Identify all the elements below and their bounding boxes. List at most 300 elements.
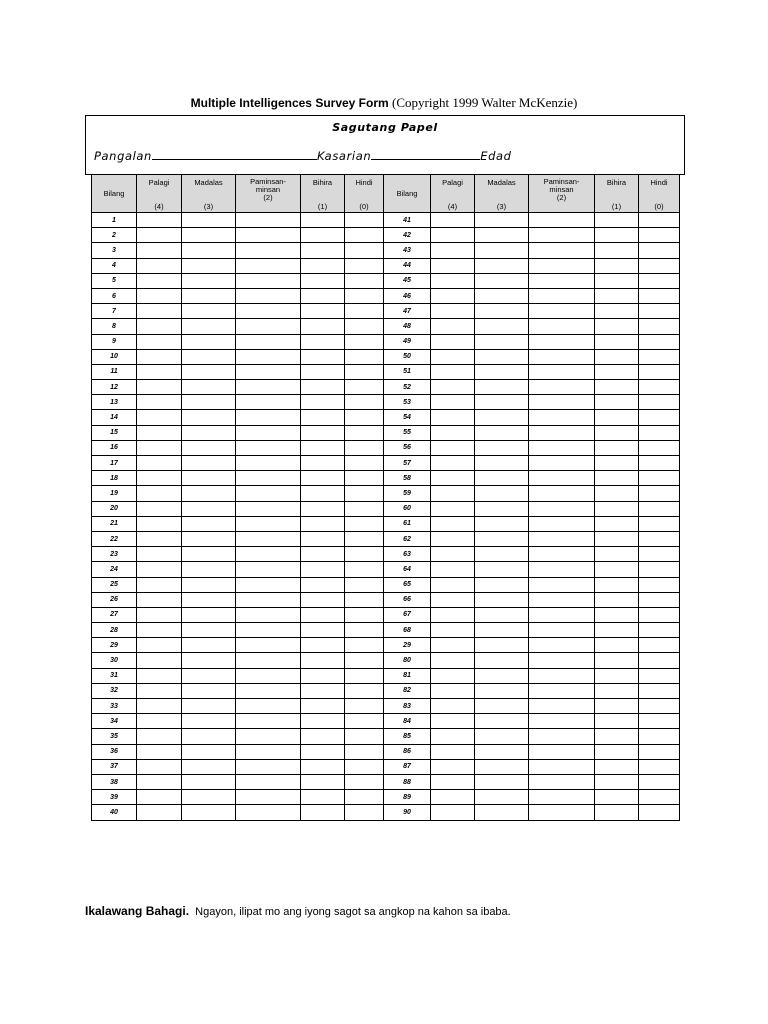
answer-cell[interactable]: [475, 562, 529, 577]
answer-cell[interactable]: [475, 410, 529, 425]
answer-cell[interactable]: [431, 410, 475, 425]
answer-cell[interactable]: [182, 562, 236, 577]
answer-cell[interactable]: [431, 349, 475, 364]
answer-cell[interactable]: [345, 790, 384, 805]
answer-cell[interactable]: [595, 668, 639, 683]
answer-cell[interactable]: [431, 516, 475, 531]
answer-cell[interactable]: [137, 638, 182, 653]
answer-cell[interactable]: [475, 547, 529, 562]
answer-cell[interactable]: [236, 486, 301, 501]
answer-cell[interactable]: [345, 213, 384, 228]
answer-cell[interactable]: [182, 729, 236, 744]
answer-cell[interactable]: [301, 380, 345, 395]
answer-cell[interactable]: [595, 395, 639, 410]
answer-cell[interactable]: [345, 334, 384, 349]
answer-cell[interactable]: [475, 759, 529, 774]
answer-cell[interactable]: [236, 623, 301, 638]
answer-cell[interactable]: [137, 729, 182, 744]
answer-cell[interactable]: [529, 213, 595, 228]
answer-cell[interactable]: [137, 486, 182, 501]
answer-cell[interactable]: [529, 380, 595, 395]
answer-cell[interactable]: [595, 410, 639, 425]
answer-cell[interactable]: [475, 699, 529, 714]
answer-cell[interactable]: [475, 744, 529, 759]
answer-cell[interactable]: [137, 805, 182, 820]
answer-cell[interactable]: [639, 562, 680, 577]
answer-cell[interactable]: [137, 304, 182, 319]
answer-cell[interactable]: [182, 699, 236, 714]
answer-cell[interactable]: [431, 319, 475, 334]
answer-cell[interactable]: [431, 607, 475, 622]
answer-cell[interactable]: [182, 790, 236, 805]
answer-cell[interactable]: [236, 501, 301, 516]
answer-cell[interactable]: [431, 653, 475, 668]
answer-cell[interactable]: [137, 258, 182, 273]
answer-cell[interactable]: [529, 668, 595, 683]
answer-cell[interactable]: [475, 653, 529, 668]
answer-cell[interactable]: [639, 638, 680, 653]
answer-cell[interactable]: [595, 364, 639, 379]
answer-cell[interactable]: [529, 319, 595, 334]
answer-cell[interactable]: [475, 531, 529, 546]
answer-cell[interactable]: [529, 304, 595, 319]
answer-cell[interactable]: [236, 425, 301, 440]
answer-cell[interactable]: [301, 486, 345, 501]
answer-cell[interactable]: [345, 395, 384, 410]
answer-cell[interactable]: [431, 744, 475, 759]
answer-cell[interactable]: [301, 653, 345, 668]
answer-cell[interactable]: [475, 395, 529, 410]
answer-cell[interactable]: [431, 486, 475, 501]
answer-cell[interactable]: [301, 607, 345, 622]
answer-cell[interactable]: [137, 683, 182, 698]
answer-cell[interactable]: [236, 744, 301, 759]
answer-cell[interactable]: [529, 805, 595, 820]
answer-cell[interactable]: [182, 273, 236, 288]
answer-cell[interactable]: [431, 547, 475, 562]
answer-cell[interactable]: [182, 456, 236, 471]
answer-cell[interactable]: [182, 228, 236, 243]
answer-cell[interactable]: [236, 288, 301, 303]
answer-cell[interactable]: [529, 577, 595, 592]
answer-cell[interactable]: [529, 273, 595, 288]
answer-cell[interactable]: [301, 288, 345, 303]
answer-cell[interactable]: [301, 668, 345, 683]
answer-cell[interactable]: [431, 380, 475, 395]
answer-cell[interactable]: [595, 774, 639, 789]
answer-cell[interactable]: [301, 334, 345, 349]
answer-cell[interactable]: [236, 547, 301, 562]
answer-cell[interactable]: [345, 607, 384, 622]
answer-cell[interactable]: [236, 577, 301, 592]
answer-cell[interactable]: [182, 683, 236, 698]
answer-cell[interactable]: [345, 623, 384, 638]
answer-cell[interactable]: [529, 592, 595, 607]
answer-cell[interactable]: [431, 440, 475, 455]
answer-cell[interactable]: [345, 531, 384, 546]
answer-cell[interactable]: [236, 440, 301, 455]
answer-cell[interactable]: [345, 486, 384, 501]
answer-cell[interactable]: [345, 425, 384, 440]
answer-cell[interactable]: [639, 213, 680, 228]
answer-cell[interactable]: [236, 395, 301, 410]
answer-cell[interactable]: [475, 334, 529, 349]
answer-cell[interactable]: [182, 714, 236, 729]
answer-cell[interactable]: [301, 364, 345, 379]
answer-cell[interactable]: [475, 607, 529, 622]
answer-cell[interactable]: [236, 638, 301, 653]
answer-cell[interactable]: [431, 395, 475, 410]
answer-cell[interactable]: [475, 380, 529, 395]
answer-cell[interactable]: [182, 334, 236, 349]
answer-cell[interactable]: [431, 471, 475, 486]
answer-cell[interactable]: [595, 516, 639, 531]
answer-cell[interactable]: [639, 258, 680, 273]
answer-cell[interactable]: [431, 213, 475, 228]
answer-cell[interactable]: [529, 456, 595, 471]
answer-cell[interactable]: [529, 562, 595, 577]
answer-cell[interactable]: [137, 516, 182, 531]
answer-cell[interactable]: [301, 623, 345, 638]
answer-cell[interactable]: [137, 592, 182, 607]
answer-cell[interactable]: [431, 714, 475, 729]
answer-cell[interactable]: [639, 729, 680, 744]
answer-cell[interactable]: [639, 623, 680, 638]
answer-cell[interactable]: [345, 774, 384, 789]
answer-cell[interactable]: [236, 774, 301, 789]
answer-cell[interactable]: [137, 364, 182, 379]
answer-cell[interactable]: [475, 288, 529, 303]
answer-cell[interactable]: [475, 273, 529, 288]
answer-cell[interactable]: [236, 304, 301, 319]
gender-field[interactable]: [371, 148, 480, 160]
answer-cell[interactable]: [182, 364, 236, 379]
answer-cell[interactable]: [529, 440, 595, 455]
answer-cell[interactable]: [431, 273, 475, 288]
answer-cell[interactable]: [345, 243, 384, 258]
answer-cell[interactable]: [236, 410, 301, 425]
answer-cell[interactable]: [236, 349, 301, 364]
answer-cell[interactable]: [431, 258, 475, 273]
answer-cell[interactable]: [431, 623, 475, 638]
answer-cell[interactable]: [345, 456, 384, 471]
answer-cell[interactable]: [182, 380, 236, 395]
answer-cell[interactable]: [137, 531, 182, 546]
answer-cell[interactable]: [529, 395, 595, 410]
answer-cell[interactable]: [137, 699, 182, 714]
answer-cell[interactable]: [431, 683, 475, 698]
answer-cell[interactable]: [137, 607, 182, 622]
answer-cell[interactable]: [595, 425, 639, 440]
answer-cell[interactable]: [475, 471, 529, 486]
answer-cell[interactable]: [182, 774, 236, 789]
answer-cell[interactable]: [431, 699, 475, 714]
answer-cell[interactable]: [529, 334, 595, 349]
answer-cell[interactable]: [345, 273, 384, 288]
answer-cell[interactable]: [595, 744, 639, 759]
answer-cell[interactable]: [529, 486, 595, 501]
answer-cell[interactable]: [236, 258, 301, 273]
answer-cell[interactable]: [182, 395, 236, 410]
answer-cell[interactable]: [236, 592, 301, 607]
answer-cell[interactable]: [137, 668, 182, 683]
answer-cell[interactable]: [639, 531, 680, 546]
answer-cell[interactable]: [345, 653, 384, 668]
answer-cell[interactable]: [475, 456, 529, 471]
answer-cell[interactable]: [475, 683, 529, 698]
answer-cell[interactable]: [182, 759, 236, 774]
answer-cell[interactable]: [475, 790, 529, 805]
answer-cell[interactable]: [431, 805, 475, 820]
answer-cell[interactable]: [301, 228, 345, 243]
answer-cell[interactable]: [431, 304, 475, 319]
answer-cell[interactable]: [137, 714, 182, 729]
answer-cell[interactable]: [301, 531, 345, 546]
answer-cell[interactable]: [182, 638, 236, 653]
answer-cell[interactable]: [529, 653, 595, 668]
answer-cell[interactable]: [236, 699, 301, 714]
answer-cell[interactable]: [345, 699, 384, 714]
answer-cell[interactable]: [431, 774, 475, 789]
answer-cell[interactable]: [345, 288, 384, 303]
answer-cell[interactable]: [182, 258, 236, 273]
answer-cell[interactable]: [236, 273, 301, 288]
answer-cell[interactable]: [475, 304, 529, 319]
answer-cell[interactable]: [137, 273, 182, 288]
answer-cell[interactable]: [137, 334, 182, 349]
answer-cell[interactable]: [345, 668, 384, 683]
answer-cell[interactable]: [236, 683, 301, 698]
answer-cell[interactable]: [236, 334, 301, 349]
answer-cell[interactable]: [301, 699, 345, 714]
answer-cell[interactable]: [236, 364, 301, 379]
answer-cell[interactable]: [301, 319, 345, 334]
answer-cell[interactable]: [345, 592, 384, 607]
answer-cell[interactable]: [639, 607, 680, 622]
answer-cell[interactable]: [182, 623, 236, 638]
answer-cell[interactable]: [236, 805, 301, 820]
answer-cell[interactable]: [639, 243, 680, 258]
answer-cell[interactable]: [639, 744, 680, 759]
answer-cell[interactable]: [639, 668, 680, 683]
answer-cell[interactable]: [301, 304, 345, 319]
answer-cell[interactable]: [345, 471, 384, 486]
answer-cell[interactable]: [529, 683, 595, 698]
answer-cell[interactable]: [431, 425, 475, 440]
answer-cell[interactable]: [236, 380, 301, 395]
answer-cell[interactable]: [431, 562, 475, 577]
answer-cell[interactable]: [639, 699, 680, 714]
answer-cell[interactable]: [529, 288, 595, 303]
answer-cell[interactable]: [236, 243, 301, 258]
answer-cell[interactable]: [182, 440, 236, 455]
answer-cell[interactable]: [182, 744, 236, 759]
answer-cell[interactable]: [639, 577, 680, 592]
answer-cell[interactable]: [595, 759, 639, 774]
answer-cell[interactable]: [137, 228, 182, 243]
answer-cell[interactable]: [345, 805, 384, 820]
answer-cell[interactable]: [301, 729, 345, 744]
answer-cell[interactable]: [345, 638, 384, 653]
answer-cell[interactable]: [475, 501, 529, 516]
answer-cell[interactable]: [301, 349, 345, 364]
answer-cell[interactable]: [639, 425, 680, 440]
answer-cell[interactable]: [431, 456, 475, 471]
answer-cell[interactable]: [345, 410, 384, 425]
answer-cell[interactable]: [182, 516, 236, 531]
answer-cell[interactable]: [345, 759, 384, 774]
answer-cell[interactable]: [595, 456, 639, 471]
answer-cell[interactable]: [345, 729, 384, 744]
answer-cell[interactable]: [639, 456, 680, 471]
answer-cell[interactable]: [301, 744, 345, 759]
answer-cell[interactable]: [182, 213, 236, 228]
answer-cell[interactable]: [595, 213, 639, 228]
answer-cell[interactable]: [595, 683, 639, 698]
answer-cell[interactable]: [595, 592, 639, 607]
answer-cell[interactable]: [301, 714, 345, 729]
answer-cell[interactable]: [529, 607, 595, 622]
answer-cell[interactable]: [639, 228, 680, 243]
answer-cell[interactable]: [137, 577, 182, 592]
answer-cell[interactable]: [431, 243, 475, 258]
answer-cell[interactable]: [475, 364, 529, 379]
answer-cell[interactable]: [529, 729, 595, 744]
answer-cell[interactable]: [182, 288, 236, 303]
answer-cell[interactable]: [236, 668, 301, 683]
answer-cell[interactable]: [345, 349, 384, 364]
answer-cell[interactable]: [431, 668, 475, 683]
answer-cell[interactable]: [529, 349, 595, 364]
answer-cell[interactable]: [345, 228, 384, 243]
answer-cell[interactable]: [639, 805, 680, 820]
answer-cell[interactable]: [639, 273, 680, 288]
answer-cell[interactable]: [475, 805, 529, 820]
answer-cell[interactable]: [301, 638, 345, 653]
answer-cell[interactable]: [595, 349, 639, 364]
answer-cell[interactable]: [137, 562, 182, 577]
answer-cell[interactable]: [182, 805, 236, 820]
answer-cell[interactable]: [475, 440, 529, 455]
answer-cell[interactable]: [639, 683, 680, 698]
answer-cell[interactable]: [345, 562, 384, 577]
answer-cell[interactable]: [639, 547, 680, 562]
answer-cell[interactable]: [182, 471, 236, 486]
answer-cell[interactable]: [475, 516, 529, 531]
answer-cell[interactable]: [595, 607, 639, 622]
answer-cell[interactable]: [345, 547, 384, 562]
answer-cell[interactable]: [345, 304, 384, 319]
answer-cell[interactable]: [137, 425, 182, 440]
answer-cell[interactable]: [236, 516, 301, 531]
answer-cell[interactable]: [431, 759, 475, 774]
answer-cell[interactable]: [301, 562, 345, 577]
answer-cell[interactable]: [301, 410, 345, 425]
answer-cell[interactable]: [639, 380, 680, 395]
answer-cell[interactable]: [182, 547, 236, 562]
answer-cell[interactable]: [236, 471, 301, 486]
answer-cell[interactable]: [595, 577, 639, 592]
answer-cell[interactable]: [431, 501, 475, 516]
answer-cell[interactable]: [529, 410, 595, 425]
answer-cell[interactable]: [236, 319, 301, 334]
answer-cell[interactable]: [431, 577, 475, 592]
answer-cell[interactable]: [595, 440, 639, 455]
answer-cell[interactable]: [595, 288, 639, 303]
answer-cell[interactable]: [475, 729, 529, 744]
answer-cell[interactable]: [639, 653, 680, 668]
answer-cell[interactable]: [301, 213, 345, 228]
answer-cell[interactable]: [431, 592, 475, 607]
answer-cell[interactable]: [639, 471, 680, 486]
answer-cell[interactable]: [639, 334, 680, 349]
answer-cell[interactable]: [301, 425, 345, 440]
answer-cell[interactable]: [137, 349, 182, 364]
answer-cell[interactable]: [595, 562, 639, 577]
answer-cell[interactable]: [236, 456, 301, 471]
answer-cell[interactable]: [595, 273, 639, 288]
answer-cell[interactable]: [137, 380, 182, 395]
answer-cell[interactable]: [595, 729, 639, 744]
answer-cell[interactable]: [431, 228, 475, 243]
answer-cell[interactable]: [345, 501, 384, 516]
answer-cell[interactable]: [182, 486, 236, 501]
answer-cell[interactable]: [595, 638, 639, 653]
answer-cell[interactable]: [595, 790, 639, 805]
answer-cell[interactable]: [431, 729, 475, 744]
answer-cell[interactable]: [475, 228, 529, 243]
answer-cell[interactable]: [595, 653, 639, 668]
answer-cell[interactable]: [137, 774, 182, 789]
answer-cell[interactable]: [137, 440, 182, 455]
answer-cell[interactable]: [137, 395, 182, 410]
answer-cell[interactable]: [529, 547, 595, 562]
answer-cell[interactable]: [595, 228, 639, 243]
answer-cell[interactable]: [301, 456, 345, 471]
answer-cell[interactable]: [345, 744, 384, 759]
answer-cell[interactable]: [639, 440, 680, 455]
answer-cell[interactable]: [639, 592, 680, 607]
answer-cell[interactable]: [345, 683, 384, 698]
answer-cell[interactable]: [236, 531, 301, 546]
answer-cell[interactable]: [639, 364, 680, 379]
answer-cell[interactable]: [639, 319, 680, 334]
answer-cell[interactable]: [595, 380, 639, 395]
answer-cell[interactable]: [475, 668, 529, 683]
answer-cell[interactable]: [475, 774, 529, 789]
answer-cell[interactable]: [301, 243, 345, 258]
answer-cell[interactable]: [639, 349, 680, 364]
answer-cell[interactable]: [639, 501, 680, 516]
answer-cell[interactable]: [475, 425, 529, 440]
answer-cell[interactable]: [595, 699, 639, 714]
answer-cell[interactable]: [529, 699, 595, 714]
answer-cell[interactable]: [137, 501, 182, 516]
answer-cell[interactable]: [639, 516, 680, 531]
answer-cell[interactable]: [475, 349, 529, 364]
answer-cell[interactable]: [529, 364, 595, 379]
answer-cell[interactable]: [182, 668, 236, 683]
answer-cell[interactable]: [182, 304, 236, 319]
answer-cell[interactable]: [431, 638, 475, 653]
answer-cell[interactable]: [236, 607, 301, 622]
answer-cell[interactable]: [301, 790, 345, 805]
answer-cell[interactable]: [639, 395, 680, 410]
answer-cell[interactable]: [431, 790, 475, 805]
name-field[interactable]: [152, 148, 317, 160]
answer-cell[interactable]: [475, 258, 529, 273]
answer-cell[interactable]: [182, 349, 236, 364]
